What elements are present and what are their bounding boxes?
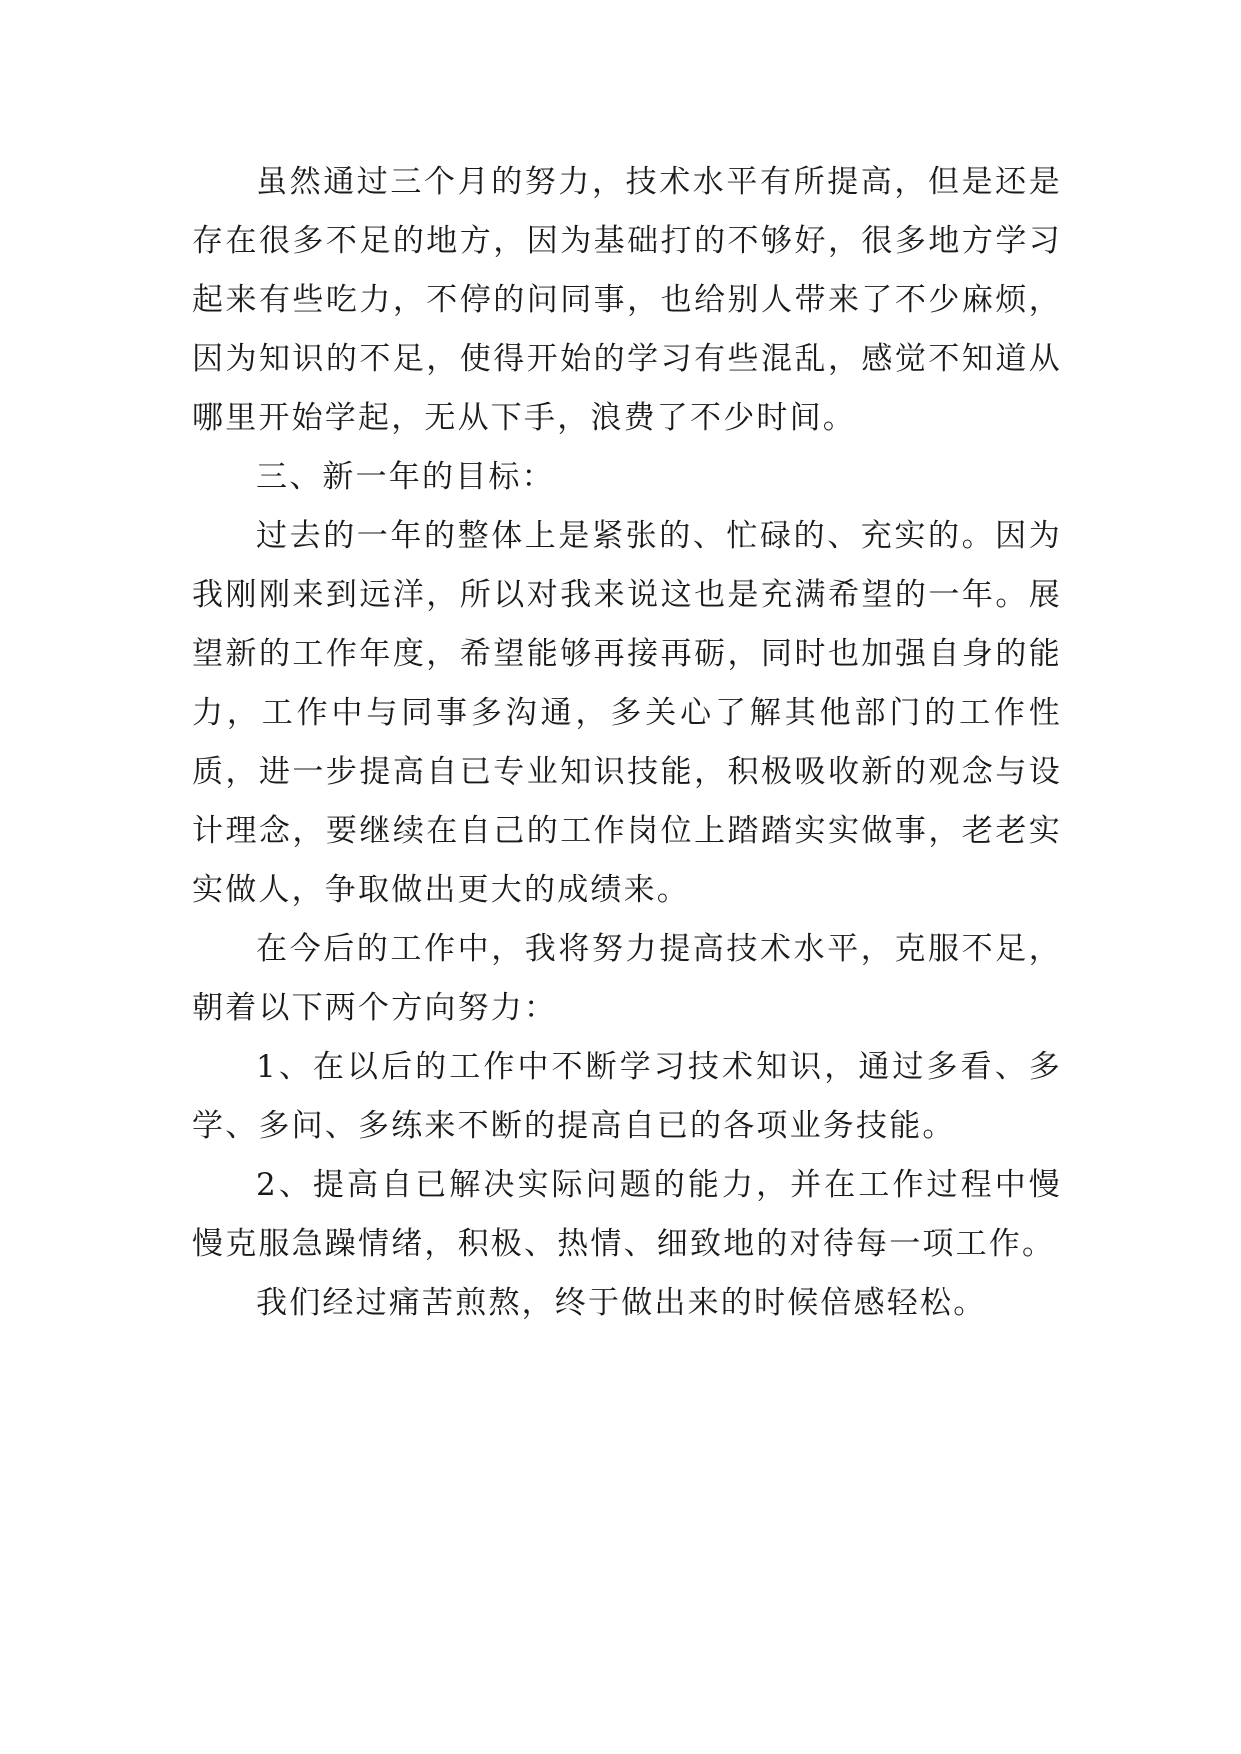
- paragraph-closing: 我们经过痛苦煎熬，终于做出来的时候倍感轻松。: [256, 1285, 987, 1321]
- paragraph-year-review: 过去的一年的整体上是紧张的、忙碌的、充实的。因为我刚刚来到远洋，所以对我来说这也是充满希望的一年。展望新的工作年度，希望能够再接再砺，同时也加强自身的能力，工作中与同事多沟通，多关心了解其他部门的工作性质，进一步提高自已专业知识技能，积极吸收新的观念与设计理念，要继续在自己的工作岗位上踏踏实实做事，老老实实做人，争取做出更大的成绩来。: [192, 518, 1062, 908]
- list-item-direction-2: 2、提高自已解决实际问题的能力，并在工作过程中慢慢克服急躁情绪，积极、热情、细致地的对待每一项工作。: [192, 1167, 1062, 1262]
- section-heading-new-year-goals: 三、新一年的目标：: [256, 459, 555, 495]
- paragraph-weaknesses: 虽然通过三个月的努力，技术水平有所提高，但是还是存在很多不足的地方，因为基础打的不够好，很多地方学习起来有些吃力，不停的问同事，也给别人带来了不少麻烦，因为知识的不足，使得开始的学习有些混乱，感觉不知道从哪里开始学起，无从下手，浪费了不少时间。: [192, 164, 1062, 436]
- document-body: [192, 153, 1062, 1333]
- list-item-direction-1: 1、在以后的工作中不断学习技术知识，通过多看、多学、多问、多练来不断的提高自已的各项业务技能。: [192, 1049, 1062, 1144]
- paragraph-future-directions: 在今后的工作中，我将努力提高技术水平，克服不足，朝着以下两个方向努力：: [192, 931, 1062, 1026]
